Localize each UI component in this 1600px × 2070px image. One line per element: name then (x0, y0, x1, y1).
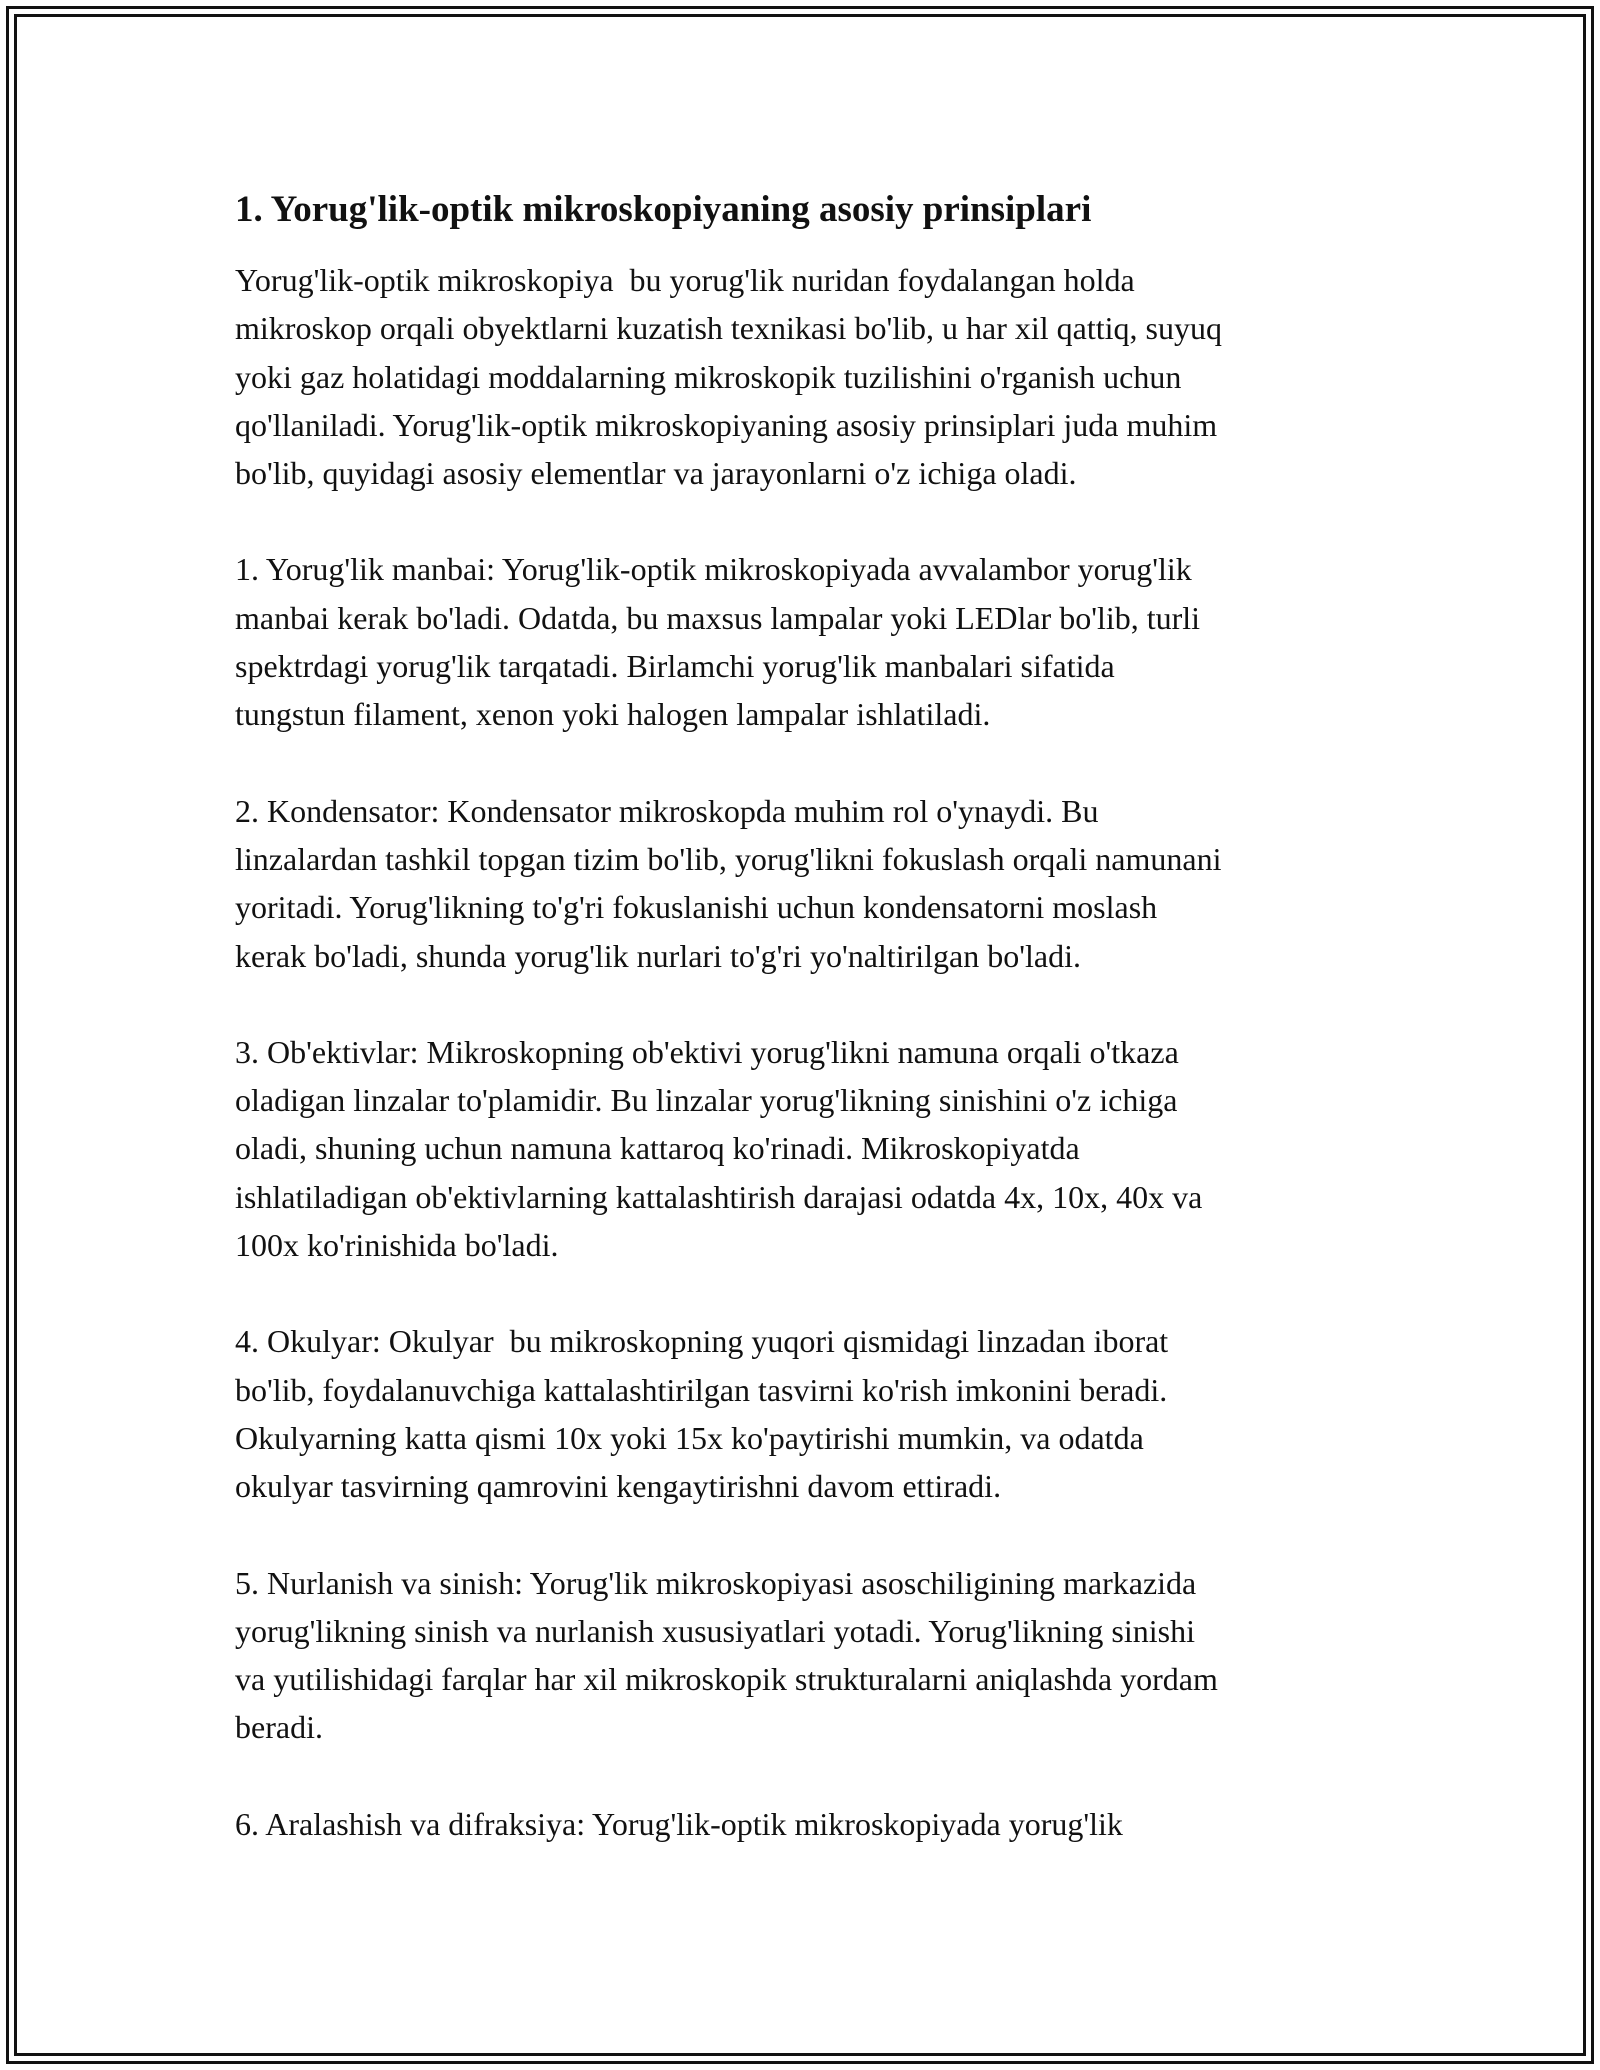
text-line: 4. Okulyar: Okulyar bu mikroskopning yuqori qismidagi linzadan iborat (235, 1323, 1169, 1360)
text-line: 3. Ob'ektivlar: Mikroskopning ob'ektivi yorug'likni namuna orqali o'tkaza (235, 1033, 1179, 1070)
text-line: va yutilishidagi farqlar har xil mikroskopik strukturalarni aniqlashda yordam (235, 1661, 1218, 1698)
text-line: mikroskop orqali obyektlarni kuzatish texnikasi bo'lib, u har xil qattiq, suyuq (235, 310, 1222, 347)
text-line: bo'lib, quyidagi asosiy elementlar va jarayonlarni o'z ichiga oladi. (235, 455, 1077, 492)
intro-paragraph (235, 256, 1385, 497)
text-line: oladi, shuning uchun namuna kattaroq ko'rinadi. Mikroskopiyatda (235, 1130, 1080, 1167)
text-line: 100x ko'rinishida bo'ladi. (235, 1227, 559, 1264)
paragraph-diffraction (235, 1800, 1385, 1848)
paragraph-condenser (235, 787, 1385, 980)
paragraph-eyepiece (235, 1317, 1385, 1510)
text-line: linzalardan tashkil topgan tizim bo'lib, yorug'likni fokuslash orqali namunani (235, 840, 1222, 877)
text-line: Okulyarning katta qismi 10x yoki 15x ko'paytirishi mumkin, va odatda (235, 1419, 1144, 1456)
text-line: okulyar tasvirning qamrovini kengaytirishni davom ettiradi. (235, 1468, 1002, 1505)
text-line: beradi. (235, 1709, 323, 1746)
document-body (235, 186, 1385, 1896)
section-heading: 1. Yorug'lik-optik mikroskopiyaning asosiy prinsiplari (235, 189, 1092, 230)
text-line: 2. Kondensator: Kondensator mikroskopda muhim rol o'ynaydi. Bu (235, 792, 1099, 829)
text-line: yorug'likning sinish va nurlanish xususiyatlari yotadi. Yorug'likning sinishi (235, 1612, 1195, 1649)
text-line: manbai kerak bo'ladi. Odatda, bu maxsus lampalar yoki LEDlar bo'lib, turli (235, 599, 1201, 636)
text-line: yoki gaz holatidagi moddalarning mikroskopik tuzilishini o'rganish uchun (235, 358, 1182, 395)
paragraph-objectives (235, 1028, 1385, 1269)
text-line: yoritadi. Yorug'likning to'g'ri fokuslanishi uchun kondensatorni moslash (235, 889, 1158, 926)
text-line: oladigan linzalar to'plamidir. Bu linzalar yorug'likning sinishini o'z ichiga (235, 1082, 1178, 1119)
text-line: tungstun filament, xenon yoki halogen lampalar ishlatiladi. (235, 696, 991, 733)
text-line: bo'lib, foydalanuvchiga kattalashtirilgan tasvirni ko'rish imkonini beradi. (235, 1371, 1168, 1408)
text-line: 6. Aralashish va difraksiya: Yorug'lik-optik mikroskopiyada yorug'lik (235, 1805, 1123, 1842)
paragraph-light-source (235, 545, 1385, 738)
text-line: ishlatiladigan ob'ektivlarning kattalashtirish darajasi odatda 4x, 10x, 40x va (235, 1178, 1203, 1215)
text-line: 5. Nurlanish va sinish: Yorug'lik mikroskopiyasi asoschiligining markazida (235, 1564, 1197, 1601)
text-line: 1. Yorug'lik manbai: Yorug'lik-optik mikroskopiyada avvalambor yorug'lik (235, 551, 1192, 588)
text-line: Yorug'lik-optik mikroskopiya bu yorug'lik nuridan foydalangan holda (235, 262, 1135, 298)
text-line: kerak bo'ladi, shunda yorug'lik nurlari to'g'ri yo'naltirilgan bo'ladi. (235, 937, 1081, 974)
paragraph-refraction (235, 1559, 1385, 1752)
text-line: spektrdagi yorug'lik tarqatadi. Birlamchi yorug'lik manbalari sifatida (235, 648, 1115, 685)
text-line: qo'llaniladi. Yorug'lik-optik mikroskopiyaning asosiy prinsiplari juda muhim (235, 406, 1218, 443)
